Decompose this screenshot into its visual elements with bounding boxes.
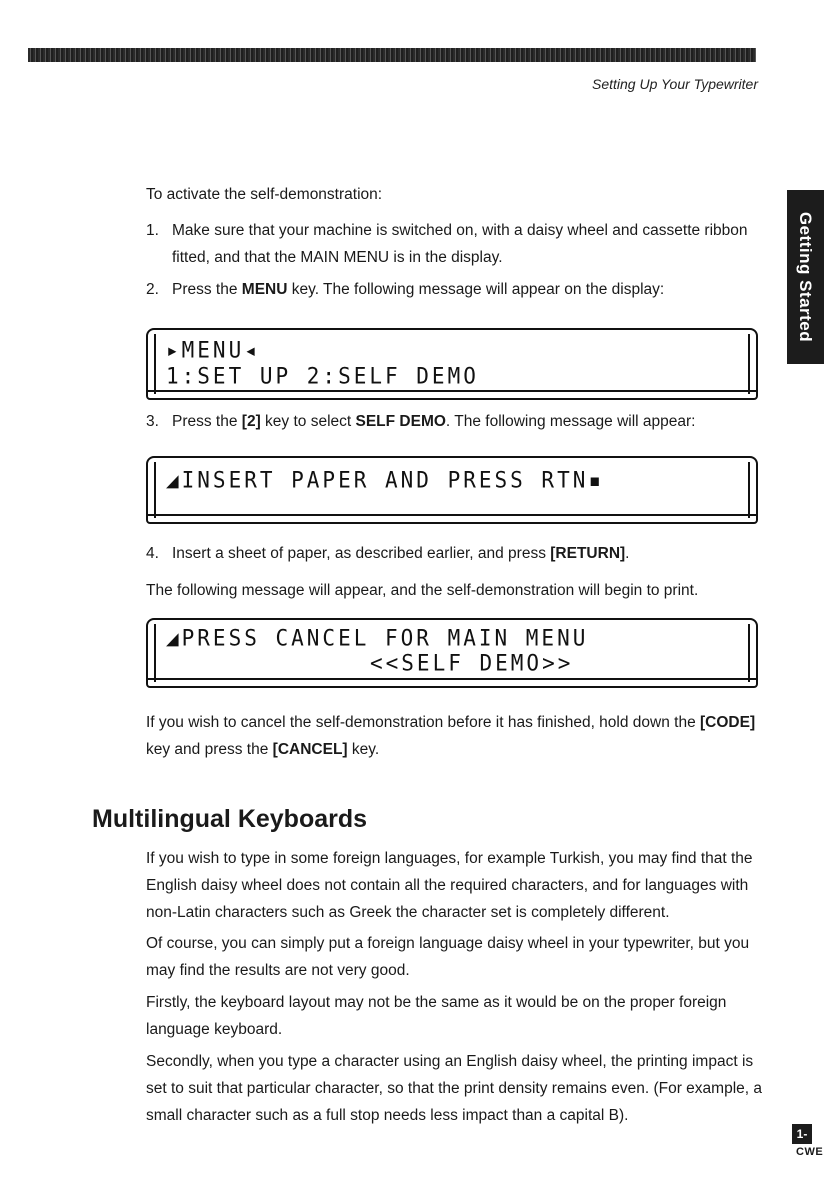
- lcd-line-1: ◢PRESS CANCEL FOR MAIN MENU: [166, 625, 589, 651]
- step-text: key to select: [260, 413, 356, 430]
- step-text: Insert a sheet of paper, as described earlier, and press: [172, 545, 551, 562]
- page-number: 1-: [792, 1124, 812, 1144]
- side-tab: [787, 190, 824, 364]
- section-paragraph-4: Secondly, when you type a character using an English daisy wheel, the printing impact is set to suit that particular character, so that the print density remains even. (For example, a small character such as a full stop needs less impact than a capital B).: [146, 1053, 762, 1124]
- step-number: 4.: [146, 545, 159, 562]
- section-heading: Multilingual Keyboards: [92, 805, 368, 833]
- step-number: 2.: [146, 281, 159, 298]
- lcd-line-1: ▸MENU◂: [166, 337, 260, 363]
- key-name: MENU: [241, 281, 288, 298]
- step-2: [146, 276, 766, 303]
- key-name: [RETURN]: [550, 545, 626, 562]
- intro-text: To activate the self-demonstration:: [146, 186, 383, 203]
- step-text: . The following message will appear:: [445, 413, 696, 430]
- lcd-display-cancel: [146, 618, 758, 688]
- lcd-line-2: <<SELF DEMO>>: [370, 650, 574, 676]
- lcd-display-insert: [146, 456, 758, 524]
- step-text: .: [625, 545, 630, 562]
- lcd-line-2: 1:SET UP 2:SELF DEMO: [166, 363, 479, 389]
- header-rule: [28, 48, 756, 62]
- side-tab-label: Getting Started: [796, 211, 816, 343]
- key-name: [CODE]: [700, 714, 756, 731]
- section-paragraph-1: If you wish to type in some foreign languages, for example Turkish, you may find that the English daisy wheel does not contain all the required characters, and for languages with non-Latin characters such as Greek the character set is completely different.: [146, 850, 753, 921]
- note-text: If you wish to cancel the self-demonstration before it has finished, hold down the: [146, 714, 701, 731]
- step-number: 1.: [146, 222, 159, 239]
- cancel-note: [146, 709, 771, 763]
- note-text: key and press the: [146, 741, 273, 758]
- step-text: key. The following message will appear on the display:: [287, 281, 665, 298]
- following-message-text: The following message will appear, and the self-demonstration will begin to print.: [146, 582, 699, 599]
- step-text: Press the: [172, 413, 242, 430]
- step-3: [146, 408, 766, 435]
- page-code: CWE: [796, 1146, 824, 1158]
- key-name: SELF DEMO: [355, 413, 446, 430]
- lcd-display-menu: [146, 328, 758, 400]
- lcd-line-1: ◢INSERT PAPER AND PRESS RTN▪: [166, 467, 605, 493]
- key-name: [CANCEL]: [272, 741, 348, 758]
- note-text: key.: [347, 741, 380, 758]
- step-text: Make sure that your machine is switched on, with a daisy wheel and cassette ribbon fitted, and that the MAIN MENU is in the display.: [172, 222, 748, 266]
- key-name: [2]: [241, 413, 261, 430]
- running-header: Setting Up Your Typewriter: [591, 76, 758, 92]
- section-paragraph-2: Of course, you can simply put a foreign language daisy wheel in your typewriter, but you may find the results are not very good.: [146, 935, 750, 979]
- step-4: [146, 540, 766, 567]
- step-number: 3.: [146, 413, 159, 430]
- section-paragraph-3: Firstly, the keyboard layout may not be the same as it would be on the proper foreign language keyboard.: [146, 994, 727, 1038]
- step-1: [146, 217, 766, 266]
- step-text: Press the: [172, 281, 242, 298]
